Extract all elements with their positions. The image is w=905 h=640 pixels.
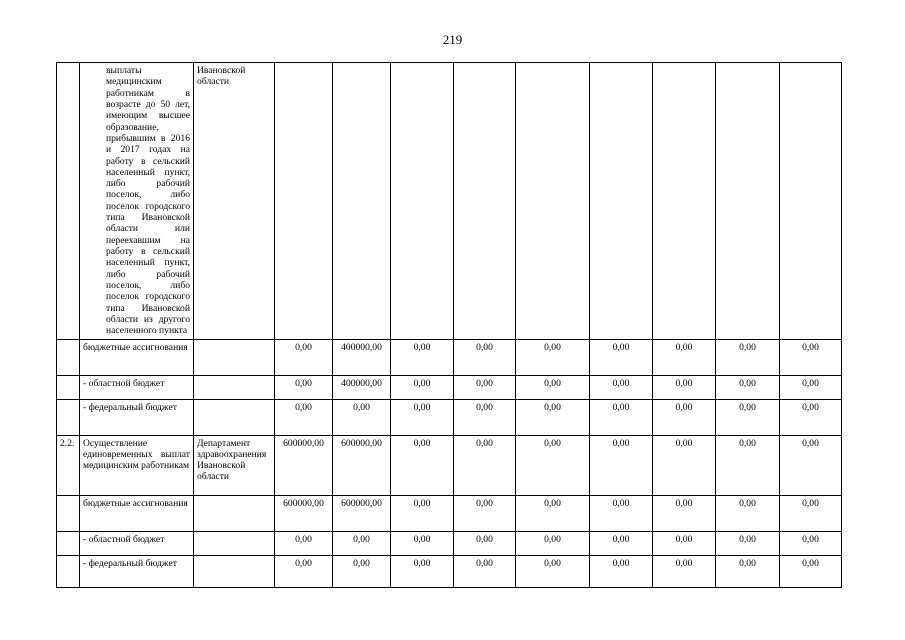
value-cell: 0,00: [391, 531, 454, 555]
row-org-cell: [194, 555, 275, 587]
value-cell: [391, 63, 454, 340]
row-description-cell: - областной бюджет: [80, 375, 194, 399]
value-cell: 600000,00: [275, 435, 333, 495]
value-cell: 0,00: [716, 435, 780, 495]
row-description-cell: бюджетные ассигнования: [80, 339, 194, 375]
value-cell: 0,00: [716, 555, 780, 587]
row-index-cell: [57, 339, 80, 375]
value-cell: 0,00: [653, 339, 716, 375]
value-cell: [716, 63, 780, 340]
value-cell: 0,00: [275, 339, 333, 375]
value-cell: 0,00: [590, 555, 653, 587]
value-cell: 0,00: [780, 399, 842, 435]
value-cell: 0,00: [780, 375, 842, 399]
table-row: [57, 63, 842, 340]
value-cell: 0,00: [391, 435, 454, 495]
value-cell: 0,00: [716, 339, 780, 375]
value-cell: 0,00: [391, 555, 454, 587]
value-cell: 0,00: [653, 531, 716, 555]
value-cell: 600000,00: [275, 495, 333, 531]
value-cell: [454, 63, 516, 340]
value-cell: 0,00: [275, 399, 333, 435]
value-cell: 0,00: [516, 399, 590, 435]
value-cell: 0,00: [454, 435, 516, 495]
value-cell: [590, 63, 653, 340]
value-cell: 0,00: [590, 435, 653, 495]
row-index-cell: [57, 63, 80, 340]
table-row: [57, 399, 842, 435]
row-description-cell: - федеральный бюджет: [80, 555, 194, 587]
value-cell: 0,00: [454, 495, 516, 531]
value-cell: 0,00: [454, 399, 516, 435]
table-row: [57, 435, 842, 495]
value-cell: 0,00: [653, 495, 716, 531]
row-org-cell: Департамент здравоохранения Ивановской области: [194, 435, 275, 495]
table-row: [57, 495, 842, 531]
value-cell: 0,00: [716, 375, 780, 399]
value-cell: 0,00: [391, 375, 454, 399]
row-description-cell: - областной бюджет: [80, 531, 194, 555]
row-index-cell: [57, 531, 80, 555]
value-cell: 0,00: [516, 555, 590, 587]
value-cell: 400000,00: [333, 339, 391, 375]
value-cell: 0,00: [516, 435, 590, 495]
value-cell: 0,00: [590, 339, 653, 375]
value-cell: 0,00: [391, 339, 454, 375]
value-cell: 0,00: [653, 375, 716, 399]
value-cell: 0,00: [780, 531, 842, 555]
value-cell: 0,00: [653, 555, 716, 587]
row-index-cell: [57, 375, 80, 399]
row-index-cell: 2.2.: [57, 435, 80, 495]
value-cell: 0,00: [590, 399, 653, 435]
value-cell: 400000,00: [333, 375, 391, 399]
table-row: [57, 555, 842, 587]
row-description-cell: - федеральный бюджет: [80, 399, 194, 435]
row-org-cell: [194, 339, 275, 375]
value-cell: 0,00: [391, 399, 454, 435]
value-cell: 0,00: [454, 375, 516, 399]
row-org-cell: [194, 399, 275, 435]
value-cell: 0,00: [454, 531, 516, 555]
value-cell: [333, 63, 391, 340]
value-cell: 0,00: [275, 555, 333, 587]
value-cell: 0,00: [590, 531, 653, 555]
row-org-cell: Ивановской области: [194, 63, 275, 340]
value-cell: 0,00: [516, 531, 590, 555]
value-cell: 0,00: [780, 495, 842, 531]
table-row: [57, 531, 842, 555]
value-cell: 0,00: [516, 339, 590, 375]
value-cell: 0,00: [716, 531, 780, 555]
value-cell: [653, 63, 716, 340]
table-row: [57, 339, 842, 375]
row-description-cell: Осуществление единовременных выплат медицинским работникам: [80, 435, 194, 495]
budget-table: [56, 62, 842, 588]
value-cell: 0,00: [516, 495, 590, 531]
value-cell: 600000,00: [333, 495, 391, 531]
value-cell: 0,00: [716, 495, 780, 531]
row-description-cell: бюджетные ассигнования: [80, 495, 194, 531]
value-cell: 0,00: [653, 435, 716, 495]
value-cell: [516, 63, 590, 340]
value-cell: 0,00: [275, 375, 333, 399]
value-cell: 600000,00: [333, 435, 391, 495]
value-cell: 0,00: [333, 531, 391, 555]
value-cell: 0,00: [275, 531, 333, 555]
row-index-cell: [57, 495, 80, 531]
value-cell: 0,00: [454, 555, 516, 587]
table-row: [57, 375, 842, 399]
value-cell: 0,00: [516, 375, 590, 399]
value-cell: 0,00: [454, 339, 516, 375]
value-cell: 0,00: [590, 495, 653, 531]
value-cell: 0,00: [780, 555, 842, 587]
row-org-cell: [194, 375, 275, 399]
row-org-cell: [194, 531, 275, 555]
row-description-cell: выплаты медицинским работникам в возрасте до 50 лет, имеющим высшее образование, прибывшим в 2016 и 2017 годах на работу в сельский населенный пункт, либо рабочий поселок, либо поселок городского типа Ивановской области или переехавшим на работу в сельский населенный пункт, либо рабочий поселок, либо поселок городского типа Ивановской области из другого населенного пункта: [80, 63, 194, 340]
page-number: 219: [442, 32, 463, 47]
value-cell: 0,00: [333, 555, 391, 587]
value-cell: 0,00: [333, 399, 391, 435]
row-index-cell: [57, 399, 80, 435]
value-cell: 0,00: [590, 375, 653, 399]
value-cell: 0,00: [780, 339, 842, 375]
value-cell: 0,00: [780, 435, 842, 495]
row-index-cell: [57, 555, 80, 587]
value-cell: 0,00: [653, 399, 716, 435]
row-org-cell: [194, 495, 275, 531]
value-cell: [275, 63, 333, 340]
value-cell: [780, 63, 842, 340]
value-cell: 0,00: [391, 495, 454, 531]
value-cell: 0,00: [716, 399, 780, 435]
